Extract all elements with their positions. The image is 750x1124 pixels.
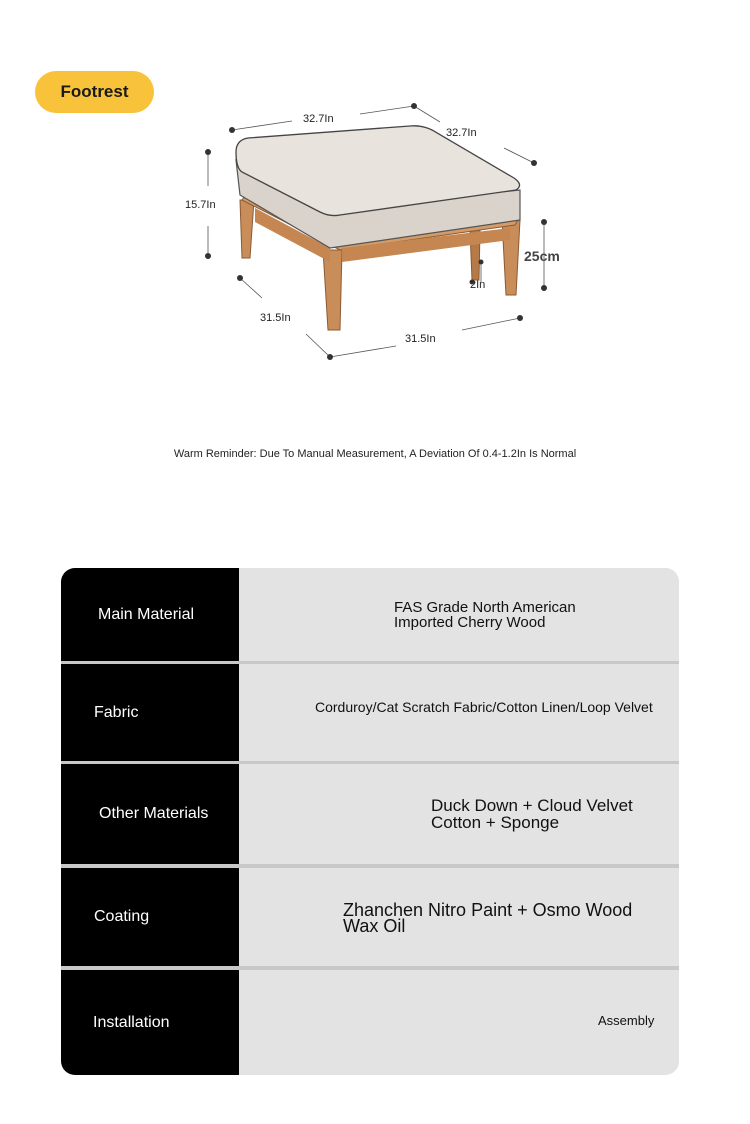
dim-top-depth: 32.7In	[446, 127, 477, 139]
spec-value-line2: Wax Oil	[343, 916, 406, 936]
spec-label: Installation	[61, 970, 271, 1075]
spec-value-line1: Corduroy/Cat Scratch Fabric/Cotton Linen/Loop Velvet	[315, 699, 653, 715]
dim-height: 15.7In	[185, 199, 216, 211]
footrest-badge: Footrest	[35, 71, 154, 113]
spec-label: Other Materials	[61, 764, 277, 864]
spec-label: Main Material	[61, 568, 276, 661]
spec-value	[239, 970, 679, 1075]
dim-leg-height: 25cm	[524, 248, 560, 264]
spec-value-line1: Assembly	[598, 1013, 655, 1028]
dim-bottom-depth: 31.5In	[260, 312, 291, 324]
spec-value	[239, 568, 679, 661]
spec-label: Coating	[61, 868, 272, 966]
spec-value	[239, 664, 679, 761]
spec-row-other-materials	[61, 764, 679, 864]
spec-table	[61, 568, 679, 1075]
spec-value-line1: Duck Down + Cloud Velvet	[431, 796, 633, 815]
spec-value-line2: Imported Cherry Wood	[394, 614, 546, 631]
dim-bottom-width: 31.5In	[405, 333, 436, 345]
spec-value	[239, 764, 679, 864]
spec-value-line2: Cotton + Sponge	[431, 813, 560, 832]
dim-top-width: 32.7In	[303, 113, 334, 125]
leg-back-left	[240, 200, 254, 258]
spec-row-main-material	[61, 568, 679, 661]
dim-base-thickness: 2In	[470, 279, 486, 291]
spec-row-coating	[61, 868, 679, 966]
spec-row-installation	[61, 970, 679, 1075]
leg-front	[323, 250, 342, 330]
spec-value-line1: Zhanchen Nitro Paint + Osmo Wood	[343, 900, 633, 920]
spec-label: Fabric	[61, 664, 272, 761]
spec-value-line1: FAS Grade North American	[394, 599, 576, 616]
measurement-reminder: Warm Reminder: Due To Manual Measurement, A Deviation Of 0.4-1.2In Is Normal	[173, 448, 577, 460]
footrest-dimension-figure	[170, 90, 590, 380]
spec-row-fabric	[61, 664, 679, 761]
footrest-illustration	[170, 90, 590, 380]
spec-value	[239, 868, 679, 966]
